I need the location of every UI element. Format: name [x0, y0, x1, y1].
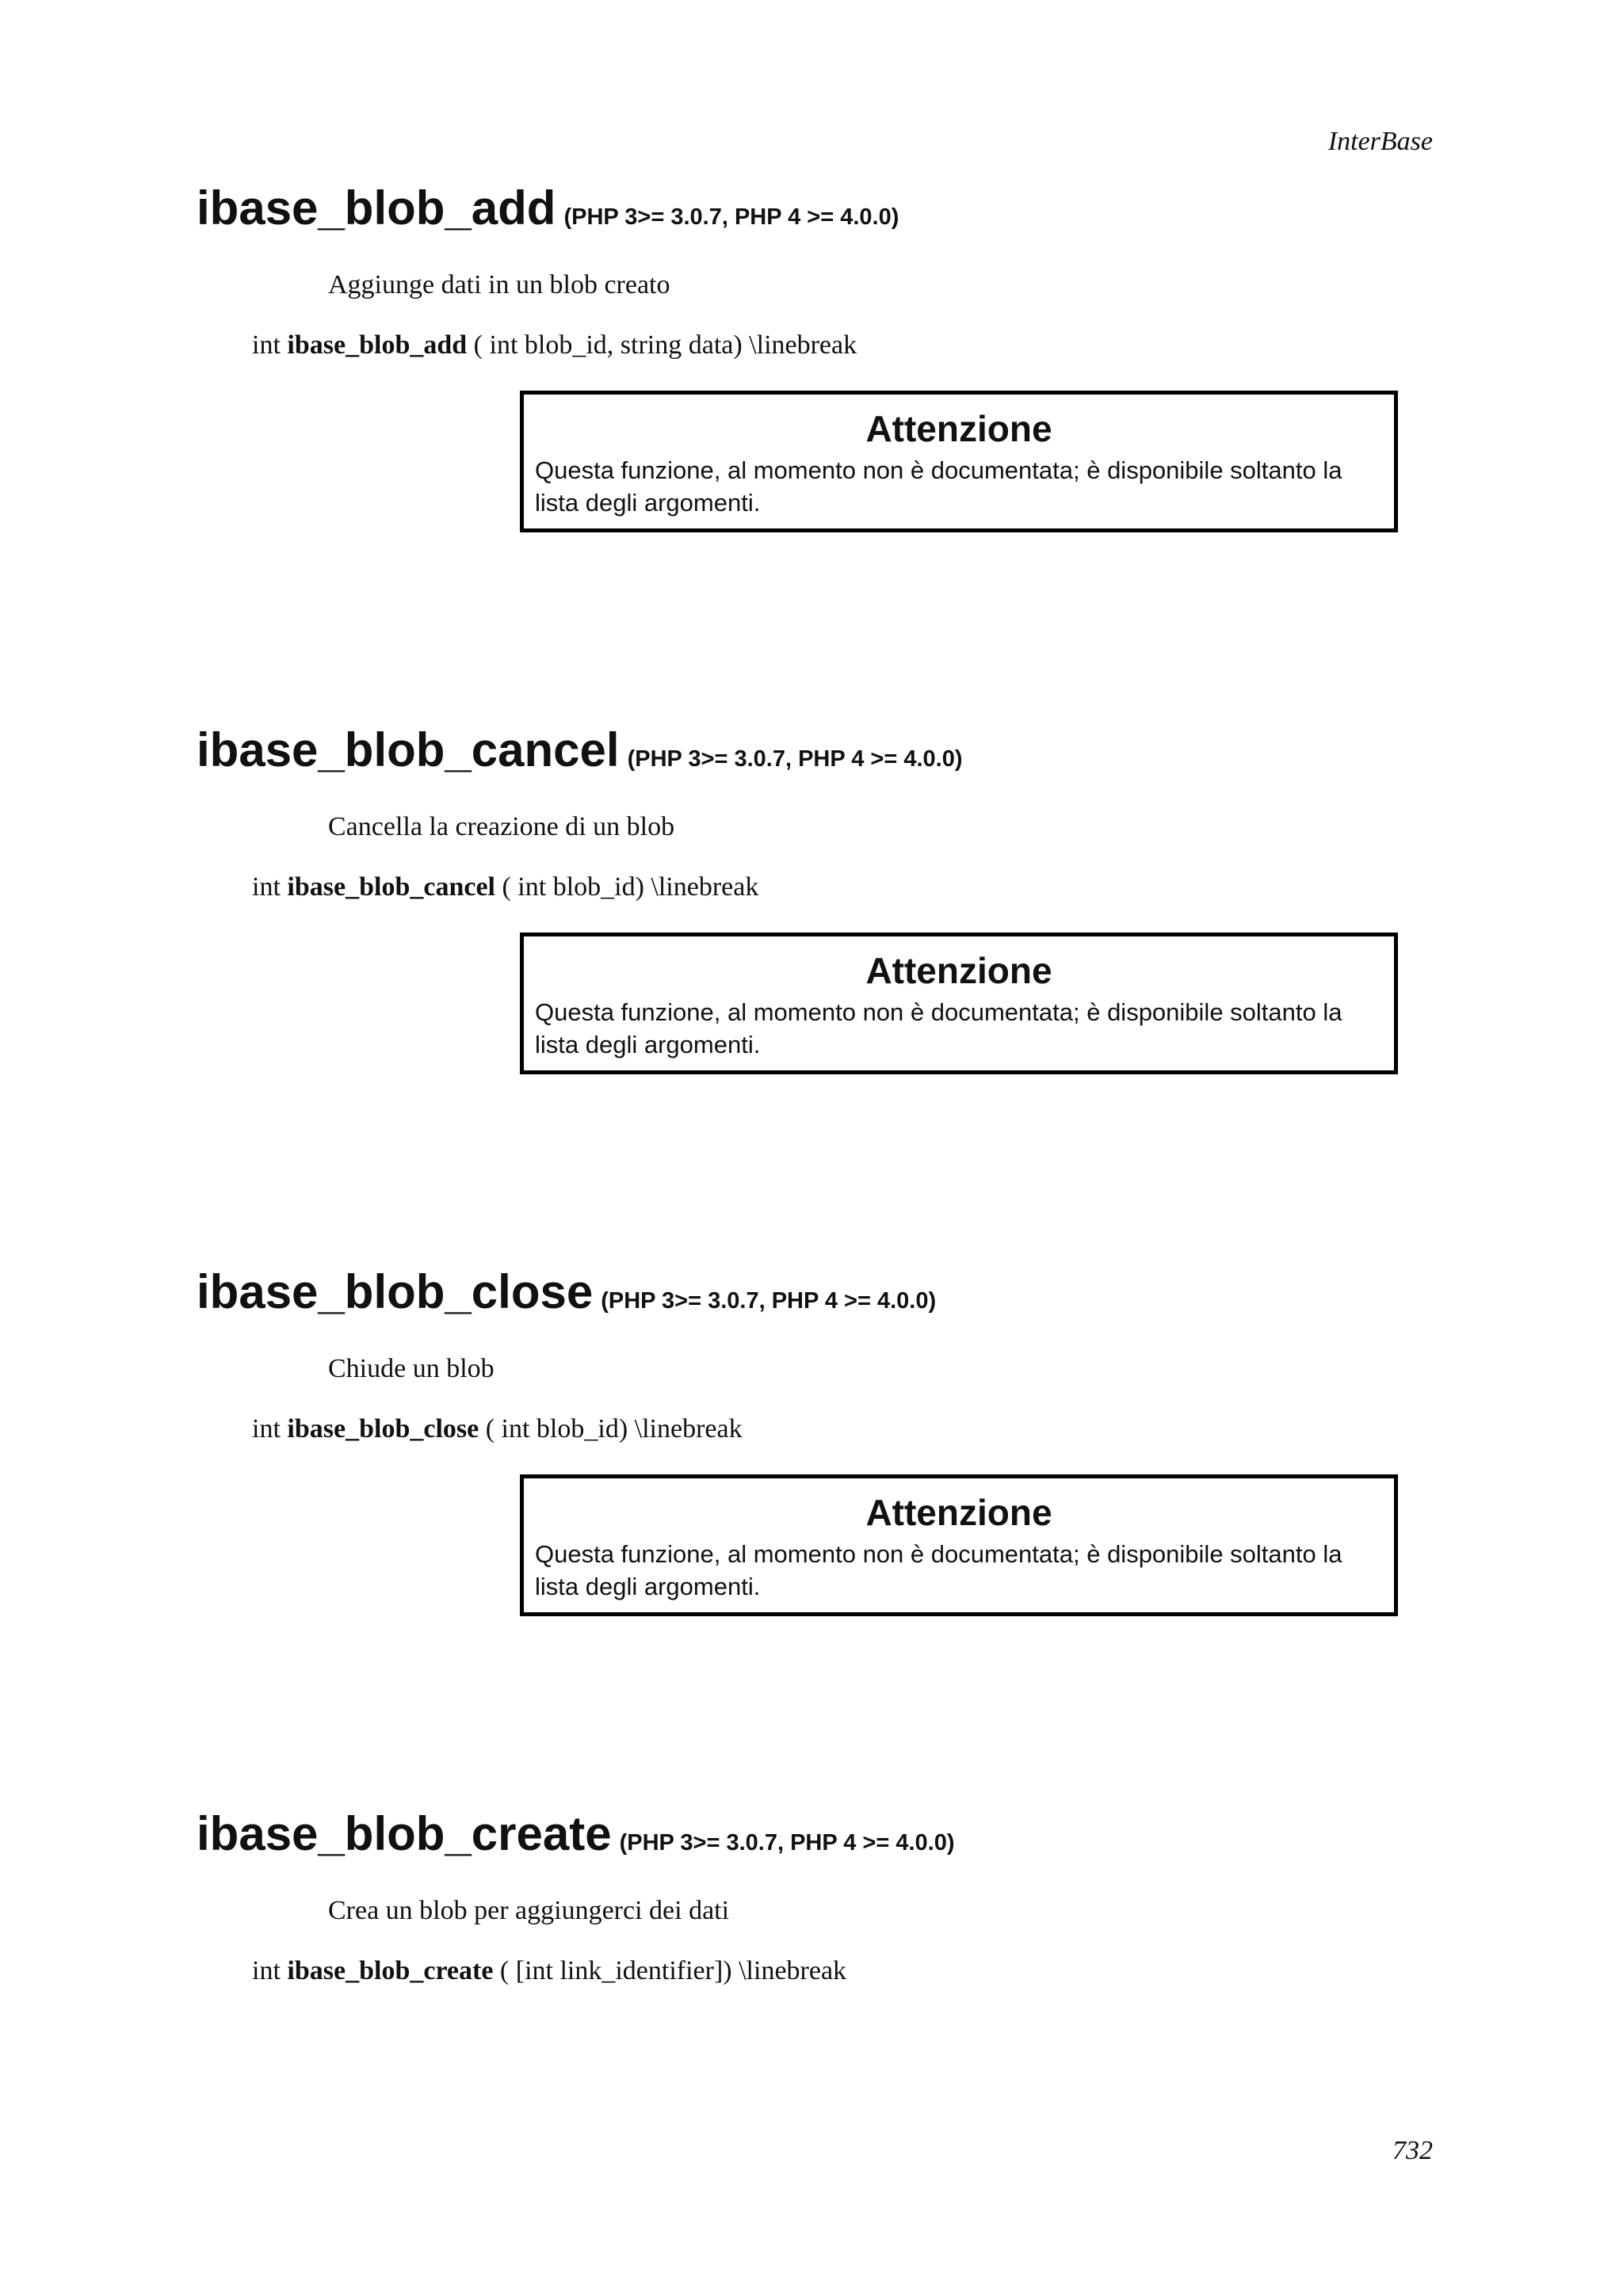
function-purpose: Crea un blob per aggiungerci dei dati	[328, 1896, 730, 1925]
warning-box	[520, 391, 1398, 532]
running-header: InterBase	[1327, 127, 1433, 156]
synopsis-params: ( [int link_identifier]) \linebreak	[493, 1956, 847, 1985]
function-heading	[197, 1264, 1433, 1319]
function-name: ibase_blob_close	[197, 1265, 594, 1318]
return-type: int	[252, 1414, 281, 1444]
function-purpose: Cancella la creazione di un blob	[328, 812, 675, 841]
function-synopsis	[252, 1414, 1433, 1444]
warning-title: Attenzione	[865, 408, 1052, 449]
function-name: ibase_blob_add	[197, 181, 556, 235]
version-info: (PHP 3>= 3.0.7, PHP 4 >= 4.0.0)	[563, 204, 899, 230]
function-heading	[197, 181, 1433, 235]
function-heading	[197, 723, 1433, 777]
synopsis-params: ( int blob_id) \linebreak	[479, 1414, 743, 1444]
function-entry-ibase-blob-close	[197, 1264, 1433, 1616]
synopsis-params: ( int blob_id) \linebreak	[495, 872, 759, 902]
return-type: int	[252, 330, 281, 360]
function-synopsis	[252, 330, 1433, 360]
function-name: ibase_blob_create	[197, 1807, 612, 1860]
version-info: (PHP 3>= 3.0.7, PHP 4 >= 4.0.0)	[619, 1830, 955, 1855]
version-info: (PHP 3>= 3.0.7, PHP 4 >= 4.0.0)	[601, 1288, 937, 1314]
function-name: ibase_blob_cancel	[197, 723, 620, 776]
synopsis-params: ( int blob_id, string data) \linebreak	[467, 330, 857, 360]
page-number: 732	[1392, 2136, 1433, 2165]
function-purpose: Aggiunge dati in un blob creato	[328, 270, 670, 299]
warning-title: Attenzione	[865, 950, 1052, 991]
warning-text: Questa funzione, al momento non è documentata; è disponibile soltanto la lista degli argomenti.	[535, 456, 1342, 517]
function-entry-ibase-blob-create	[197, 1806, 1433, 1986]
function-heading	[197, 1806, 1433, 1861]
warning-box	[520, 1474, 1398, 1616]
synopsis-function-name: ibase_blob_create	[287, 1956, 494, 1985]
function-purpose: Chiude un blob	[328, 1354, 495, 1383]
warning-text: Questa funzione, al momento non è documentata; è disponibile soltanto la lista degli argomenti.	[535, 998, 1342, 1059]
warning-box	[520, 933, 1398, 1074]
return-type: int	[252, 872, 281, 902]
function-entry-ibase-blob-add	[197, 181, 1433, 532]
function-synopsis	[252, 1956, 1433, 1986]
warning-text: Questa funzione, al momento non è documentata; è disponibile soltanto la lista degli argomenti.	[535, 1540, 1342, 1601]
synopsis-function-name: ibase_blob_close	[287, 1414, 479, 1444]
function-synopsis	[252, 872, 1433, 902]
synopsis-function-name: ibase_blob_cancel	[287, 872, 495, 902]
synopsis-function-name: ibase_blob_add	[287, 330, 468, 360]
version-info: (PHP 3>= 3.0.7, PHP 4 >= 4.0.0)	[627, 746, 963, 772]
return-type: int	[252, 1956, 281, 1985]
function-entry-ibase-blob-cancel	[197, 723, 1433, 1074]
warning-title: Attenzione	[865, 1492, 1052, 1533]
